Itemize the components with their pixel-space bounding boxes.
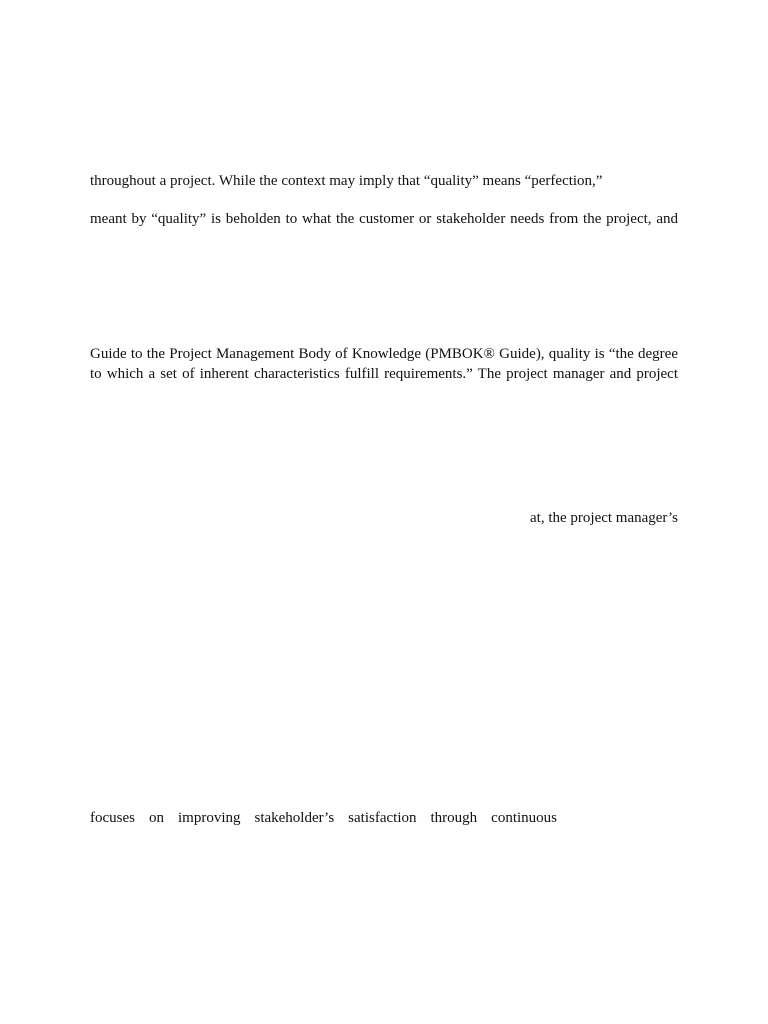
text-line-2: meant by “quality” is beholden to what the customer or stakeholder needs from the project, and bbox=[90, 211, 678, 227]
text-line-6: focuses on improving stakeholder’s satisfaction through continuous bbox=[90, 810, 557, 826]
text-line-3: Guide to the Project Management Body of Knowledge (PMBOK® Guide), quality is “the degree bbox=[90, 346, 678, 362]
text-line-4: to which a set of inherent characteristics fulfill requirements.” The project manager and project bbox=[90, 366, 678, 382]
text-line-5: at, the project manager’s bbox=[530, 510, 678, 526]
text-line-1: throughout a project. While the context may imply that “quality” means “perfection,” bbox=[90, 173, 603, 189]
